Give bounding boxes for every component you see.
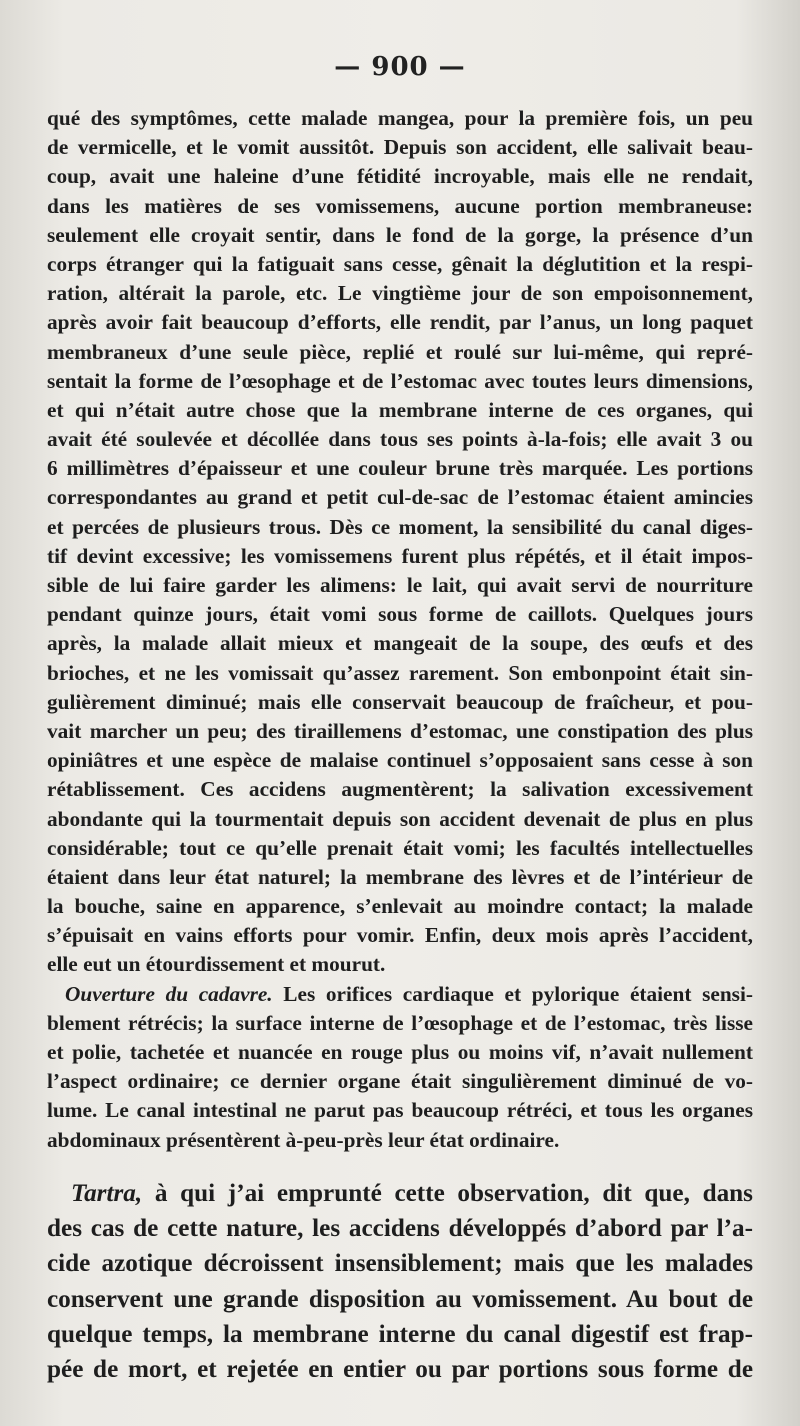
- text-line: après, la malade allait mieux et mangeait de la soupe, des œufs et des: [47, 631, 753, 656]
- case-paragraph: [47, 104, 753, 980]
- text-line: [47, 1176, 753, 1211]
- text-line: sible de lui faire garder les alimens: le lait, qui avait servi de nourriture: [47, 573, 753, 597]
- text-line: cide azotique décroissent insensiblement; mais que les malades: [47, 1250, 753, 1278]
- text-line: dans les matières de ses vomissemens, aucune portion membraneuse:: [47, 193, 753, 218]
- text-line: blement rétrécis; la surface interne de l’œsophage et de l’estomac, très lisse: [47, 1010, 753, 1035]
- text-line: quelque temps, la membrane interne du canal digestif est frap-: [47, 1320, 753, 1348]
- small-print-block: [47, 104, 753, 1155]
- text-line: elle eut un étourdissement et mourut.: [47, 952, 386, 977]
- author-name: Tartra,: [71, 1180, 143, 1207]
- text-line: abdominaux présentèrent à-peu-près leur état ordinaire.: [47, 1127, 560, 1152]
- text-line: des cas de cette nature, les accidens développés d’abord par l’a-: [47, 1215, 753, 1243]
- text-line: tif devint excessive; les vomissemens furent plus répétés, et il était impos-: [47, 543, 753, 568]
- main-text-block: [47, 1176, 753, 1387]
- page-number: — 900 —: [334, 52, 466, 82]
- line-continuation: Les orifices cardiaque et pylorique étaient sensi-: [272, 981, 753, 1006]
- text-line: lume. Le canal intestinal ne parut pas beaucoup rétréci, et tous les organes: [47, 1098, 753, 1123]
- text-line: sentait la forme de l’œsophage et de l’estomac avec toutes leurs dimensions,: [47, 368, 753, 393]
- text-line: corps étranger qui la fatiguait sans cesse, gênait la déglutition et la respi-: [47, 251, 753, 276]
- text-line: et percées de plusieurs trous. Dès ce moment, la sensibilité du canal diges-: [47, 514, 753, 539]
- text-line: et polie, tachetée et nuancée en rouge plus ou moins vif, n’avait nullement: [47, 1040, 753, 1064]
- text-line: de vermicelle, et le vomit aussitôt. Depuis son accident, elle salivait beau-: [47, 135, 753, 160]
- text-line: gulièrement diminué; mais elle conservait beaucoup de fraîcheur, et pou-: [47, 689, 753, 714]
- section-lead: Ouverture du cadavre.: [65, 981, 273, 1006]
- text-line: coup, avait une haleine d’une fétidité incroyable, mais elle ne rendait,: [47, 164, 753, 189]
- text-line: brioches, et ne les vomissait qu’assez rarement. Son embonpoint était sin-: [47, 660, 753, 685]
- text-line: opiniâtres et une espèce de malaise continuel s’opposaient sans cesse à son: [47, 748, 753, 773]
- tartra-paragraph: [47, 1176, 753, 1387]
- text-line: pée de mort, et rejetée en entier ou par portions sous forme de: [47, 1355, 753, 1383]
- text-line: avait été soulevée et décollée dans tous ses points à-la-fois; elle avait 3 ou: [47, 427, 753, 452]
- text-line: vait marcher un peu; des tiraillemens d’estomac, une constipation des plus: [47, 718, 753, 743]
- text-line: et qui n’était autre chose que la membrane interne de ces organes, qui: [47, 397, 753, 422]
- text-line: 6 millimètres d’épaisseur et une couleur brune très marquée. Les portions: [47, 456, 753, 481]
- text-line: [47, 980, 753, 1009]
- text-line: s’épuisait en vains efforts pour vomir. Enfin, deux mois après l’accident,: [47, 923, 753, 948]
- text-line: qué des symptômes, cette malade mangea, pour la première fois, un peu: [47, 106, 753, 130]
- line-continuation: à qui j’ai emprunté cette observation, dit que, dans: [142, 1180, 753, 1207]
- text-line: abondante qui la tourmentait depuis son accident devenait de plus en plus: [47, 806, 753, 831]
- text-line: l’aspect ordinaire; ce dernier organe était singulièrement diminué de vo-: [47, 1069, 753, 1094]
- text-line: la bouche, saine en apparence, s’enlevait au moindre contact; la malade: [47, 894, 753, 919]
- text-line: pendant quinze jours, était vomi sous forme de caillots. Quelques jours: [47, 602, 753, 627]
- text-line: conservent une grande disposition au vomissement. Au bout de: [47, 1285, 753, 1313]
- text-line: correspondantes au grand et petit cul-de-sac de l’estomac étaient amincies: [47, 485, 753, 510]
- text-line: après avoir fait beaucoup d’efforts, elle rendit, par l’anus, un long paquet: [47, 310, 753, 335]
- autopsy-paragraph: [47, 980, 753, 1155]
- text-line: seulement elle croyait sentir, dans le fond de la gorge, la présence d’un: [47, 222, 753, 247]
- text-line: membraneux d’une seule pièce, replié et roulé sur lui-même, qui repré-: [47, 339, 753, 364]
- text-line: rétablissement. Ces accidens augmentèrent; la salivation excessivement: [47, 777, 753, 802]
- text-line: considérable; tout ce qu’elle prenait était vomi; les facultés intellectuelles: [47, 835, 753, 860]
- text-line: étaient dans leur état naturel; la membrane des lèvres et de l’intérieur de: [47, 864, 753, 889]
- text-line: ration, altérait la parole, etc. Le vingtième jour de son empoisonnement,: [47, 281, 753, 306]
